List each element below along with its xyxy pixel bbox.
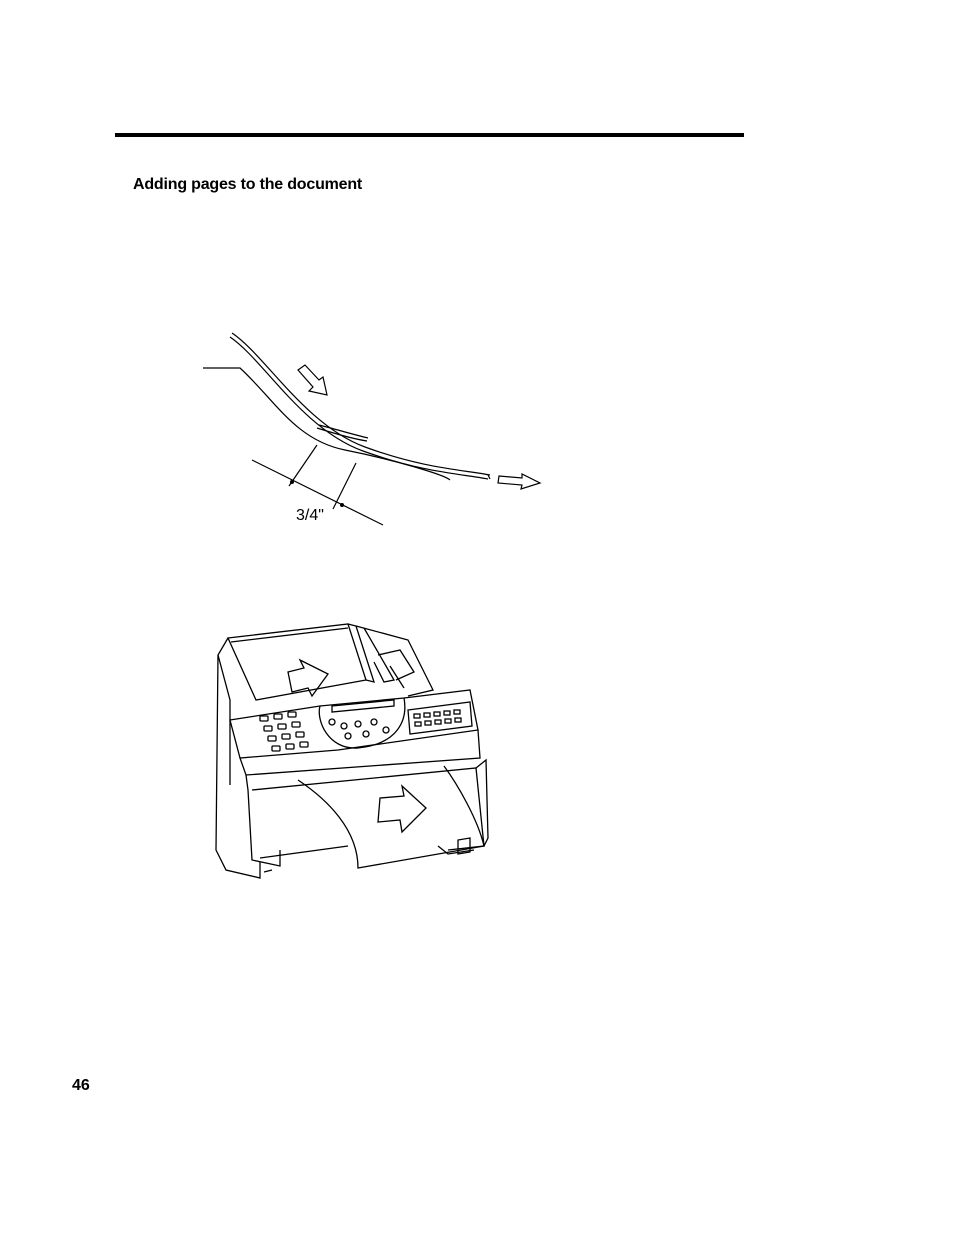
feed-direction-arrow-right bbox=[498, 474, 540, 489]
function-buttons bbox=[329, 719, 389, 739]
document-tray bbox=[228, 624, 366, 700]
fax-machine-illustration bbox=[208, 610, 498, 905]
feed-direction-arrow-down bbox=[298, 365, 327, 395]
page-number: 46 bbox=[72, 1077, 90, 1094]
second-sheet-bottom bbox=[317, 428, 367, 441]
dimension-extension-right bbox=[333, 463, 356, 509]
section-heading: Adding pages to the document bbox=[133, 176, 363, 193]
output-arrow bbox=[378, 786, 426, 832]
feeder-guide-line bbox=[203, 368, 450, 480]
upper-sheet-edge-2 bbox=[230, 337, 488, 479]
overlap-dimension-label: 3/4" bbox=[296, 507, 324, 524]
one-touch-keys bbox=[414, 710, 461, 726]
paper-overlap-diagram bbox=[195, 325, 555, 535]
dimension-extension-left bbox=[289, 445, 317, 486]
keypad-buttons bbox=[260, 712, 308, 751]
header-rule bbox=[115, 133, 744, 137]
